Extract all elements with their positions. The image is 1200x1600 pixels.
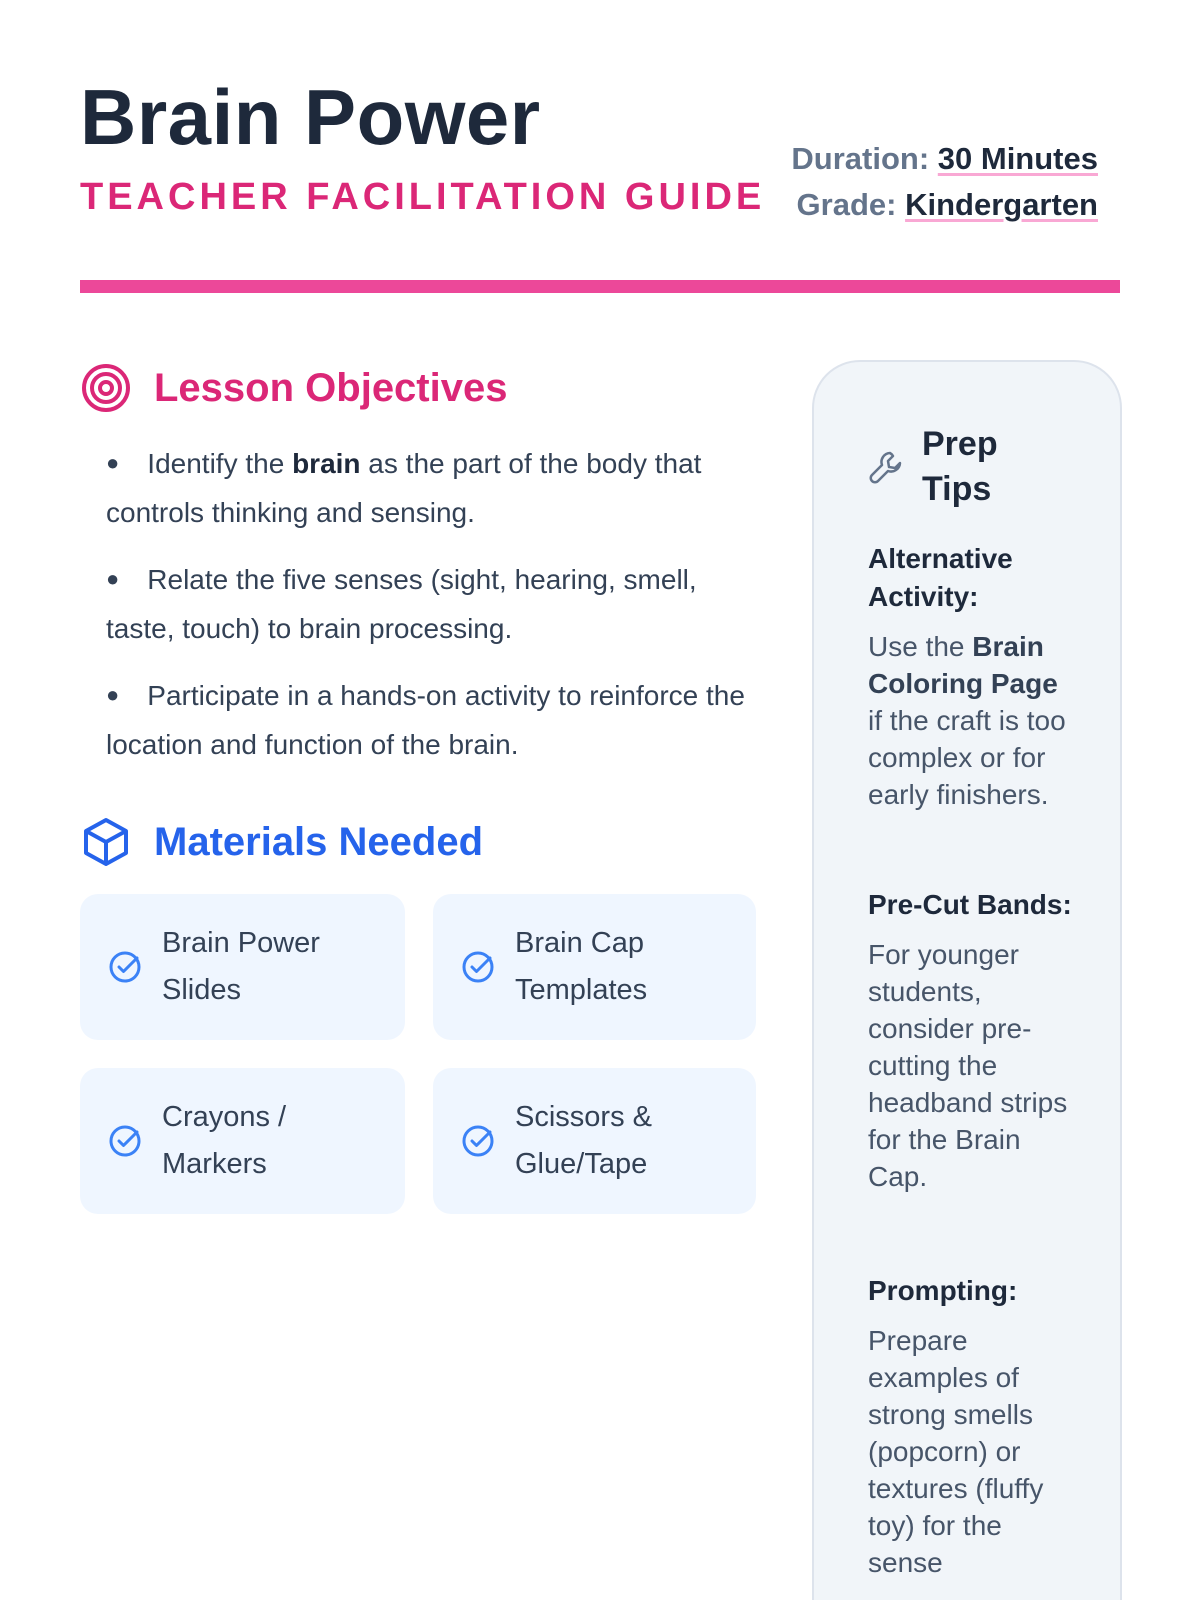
material-label: Brain Power Slides [162, 927, 320, 1006]
tip-text: Prepare examples of strong smells (popcorn) or textures (fluffy toy) for the sense [868, 1325, 1044, 1578]
objective-text: Identify the [147, 448, 293, 479]
duration-value: 30 Minutes [937, 141, 1098, 176]
prep-tips-heading: Prep Tips [922, 425, 998, 508]
cube-icon [80, 816, 132, 868]
material-card [80, 894, 405, 1040]
material-card [433, 1068, 756, 1214]
material-label: Crayons / Markers [162, 1101, 287, 1180]
lesson-meta [791, 136, 1098, 228]
materials-heading: Materials Needed [154, 820, 484, 864]
tip-title: Pre-Cut Bands: [868, 889, 1072, 920]
tip-text: if the craft is too complex or for early finishers. [868, 705, 1066, 810]
target-icon [80, 362, 132, 414]
duration-row [791, 136, 1098, 182]
check-circle-icon [108, 950, 142, 984]
bullet: ● [106, 450, 120, 475]
material-label: Scissors & Glue/Tape [515, 1101, 652, 1180]
material-label: Brain Cap Templates [515, 927, 648, 1006]
material-card [433, 894, 756, 1040]
objectives-list [106, 440, 766, 788]
materials-grid [80, 894, 757, 1214]
page-title: Brain Power [80, 73, 541, 161]
tip-prompting [868, 1272, 1078, 1581]
tip-title: Alternative Activity: [868, 543, 1013, 612]
check-circle-icon [108, 1124, 142, 1158]
grade-value: Kindergarten [905, 187, 1098, 222]
wrench-icon [868, 449, 904, 485]
objective-bold: brain [292, 448, 361, 479]
objective-text: as the part of the body that controls thinking and sensing. [106, 448, 702, 528]
tip-title: Prompting: [868, 1275, 1018, 1306]
tip-body [868, 1322, 1078, 1581]
material-card [80, 1068, 405, 1214]
tip-body [868, 936, 1078, 1195]
tip-text: Use the [868, 631, 973, 662]
bullet: ● [106, 566, 120, 591]
prep-tips-panel [812, 360, 1122, 1600]
grade-label: Grade: [796, 187, 897, 222]
objective-text: Participate in a hands-on activity to reinforce the location and function of the brain. [106, 680, 745, 760]
tip-alternative-activity [868, 540, 1078, 813]
objectives-heading-row [80, 362, 507, 414]
duration-label: Duration: [791, 141, 930, 176]
objectives-heading: Lesson Objectives [154, 366, 508, 410]
bullet: ● [106, 682, 120, 707]
objective-item [106, 556, 766, 652]
objective-text: Relate the five senses (sight, hearing, smell, taste, touch) to brain processing. [106, 564, 697, 644]
objective-item [106, 440, 766, 536]
tip-body [868, 628, 1078, 813]
prep-tips-heading-row [868, 422, 1032, 512]
tip-pre-cut-bands [868, 886, 1078, 1195]
tip-text: For younger students, consider pre-cutting the headband strips for the Brain Cap. [868, 939, 1068, 1192]
materials-heading-row [80, 816, 483, 868]
check-circle-icon [461, 950, 495, 984]
check-circle-icon [461, 1124, 495, 1158]
grade-row [791, 182, 1098, 228]
header-divider [80, 280, 1120, 293]
objective-item [106, 672, 766, 768]
page-subtitle: TEACHER FACILITATION GUIDE [80, 176, 766, 218]
tip-bold: Brain Coloring Page [868, 631, 1058, 699]
